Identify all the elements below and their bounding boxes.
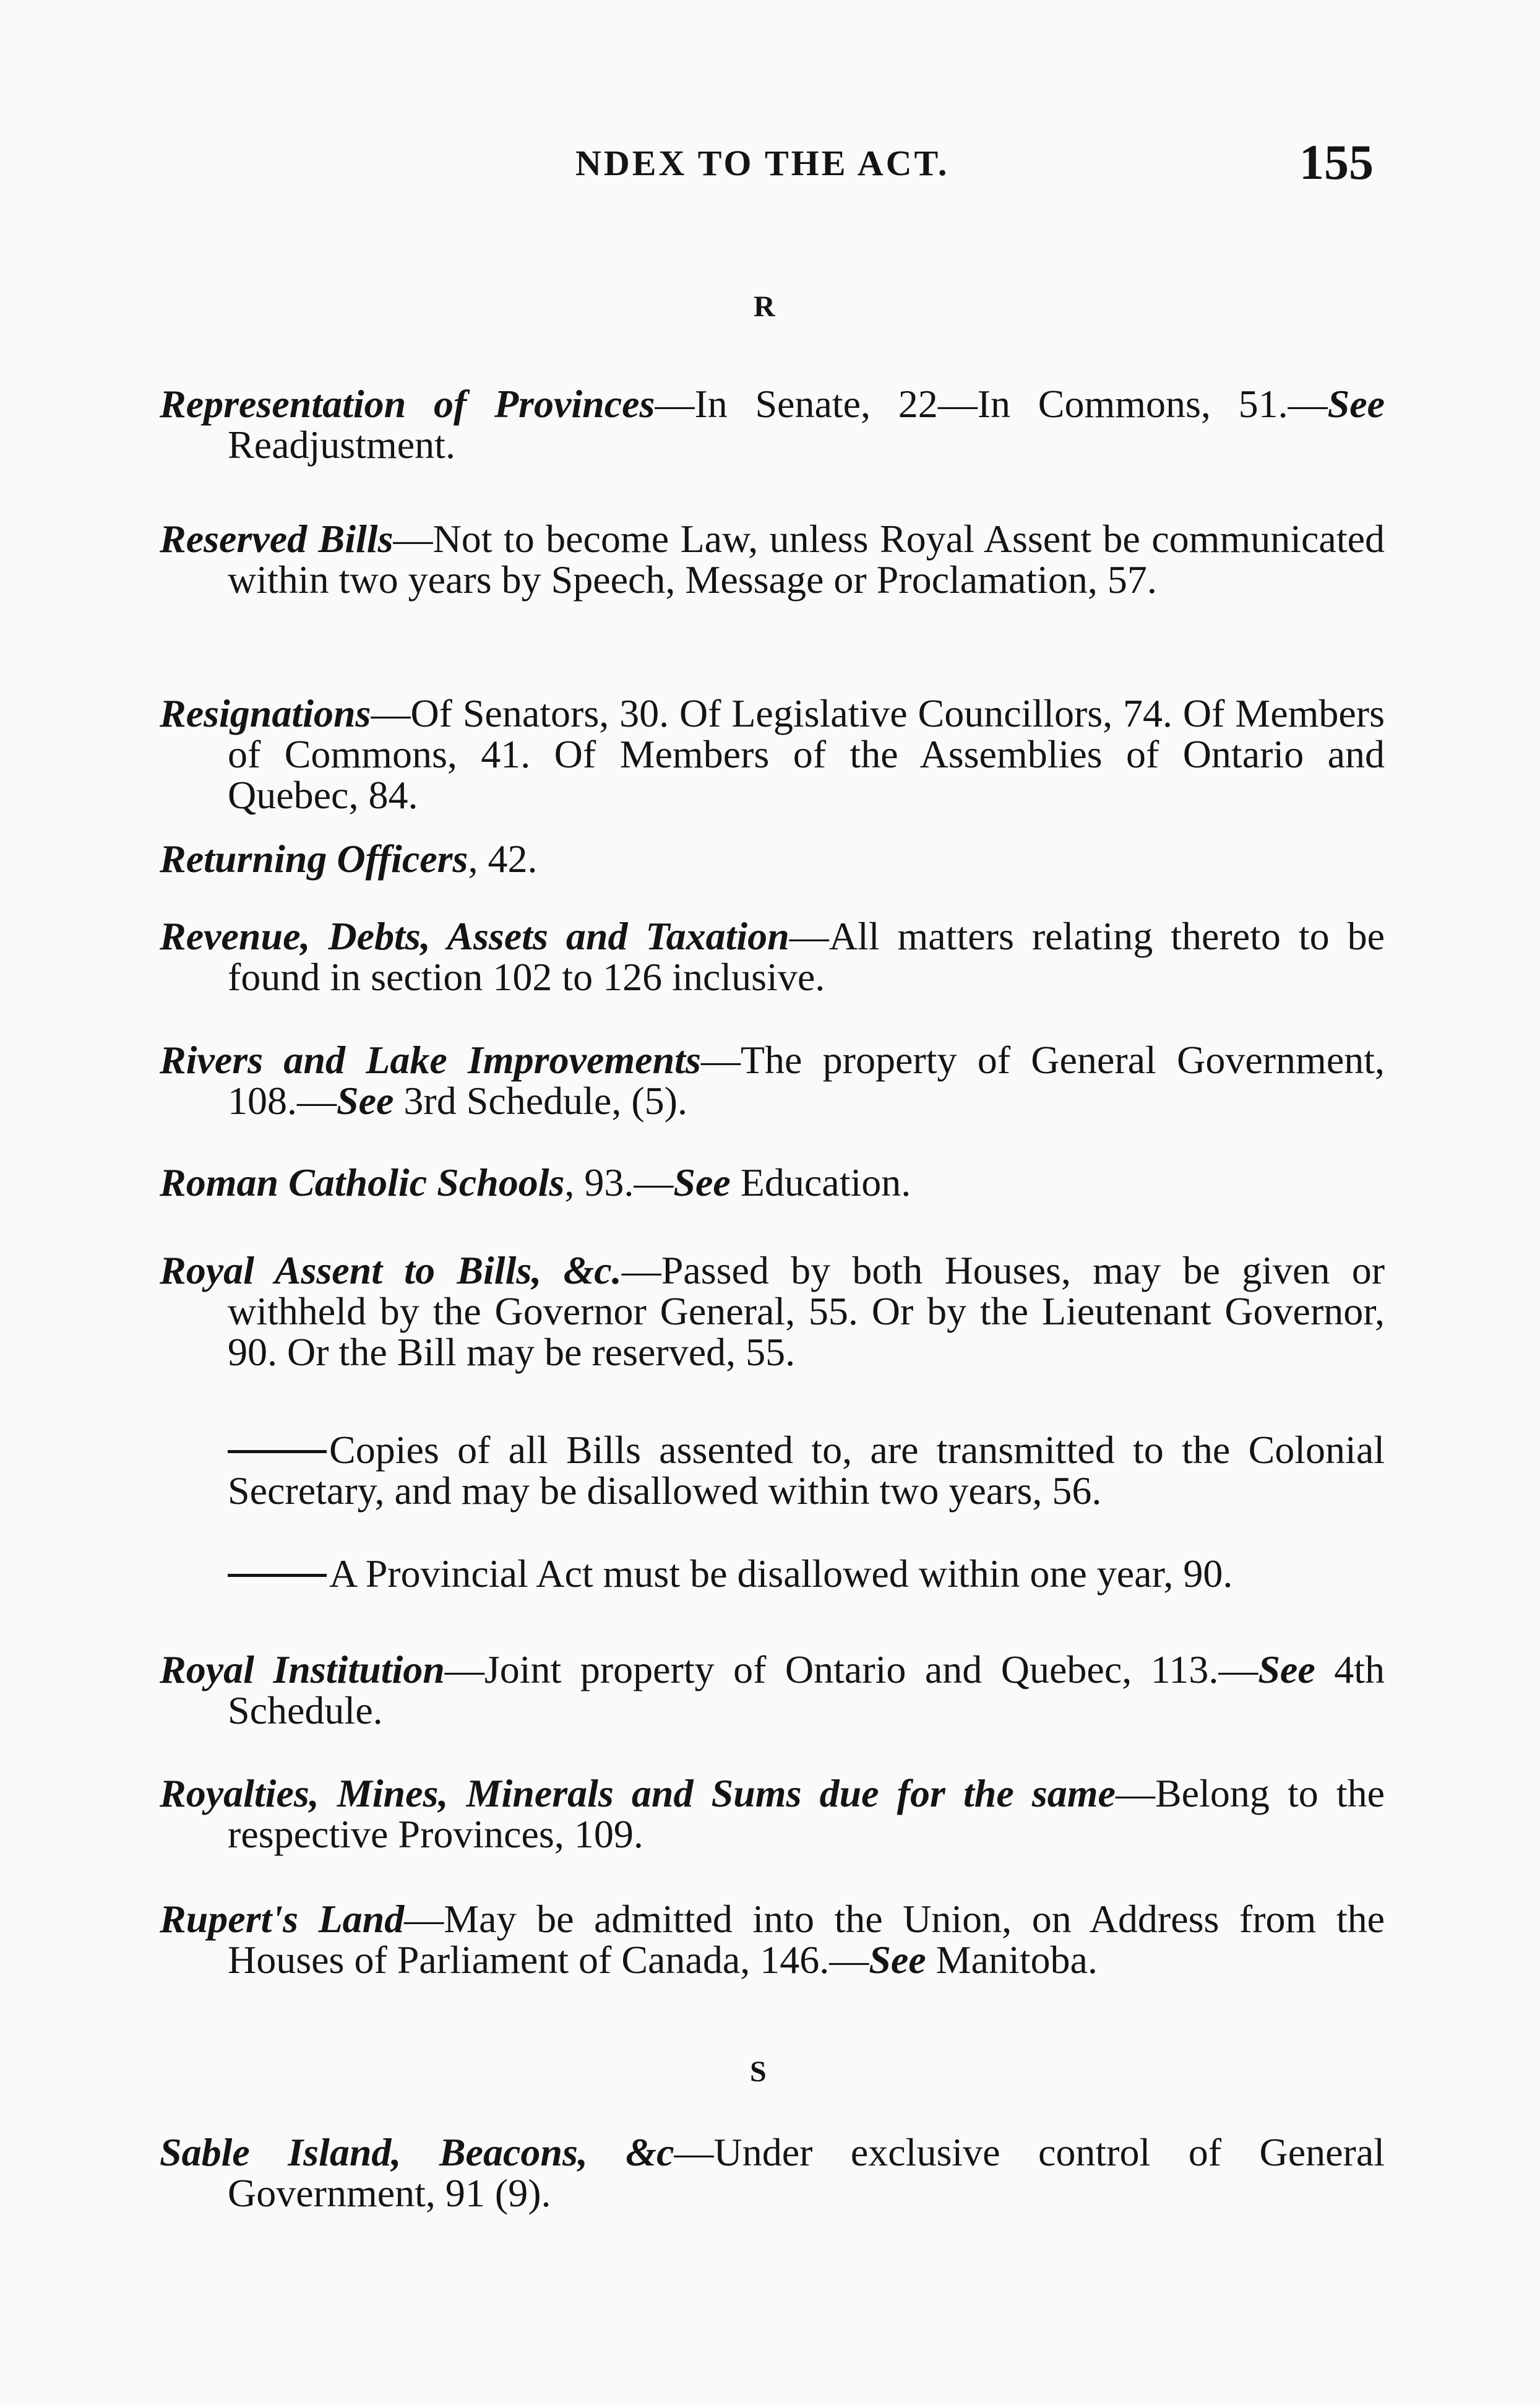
ditto-rule bbox=[228, 1574, 327, 1577]
index-entry: Reserved Bills—Not to become Law, unless Royal Assent be communicated within two years by Speech, Message or Proclamation, 57. bbox=[160, 517, 1385, 602]
index-entry: Returning Officers, 42. bbox=[160, 837, 538, 881]
page-number: 155 bbox=[1299, 136, 1374, 190]
index-entry: Rivers and Lake Improvements—The property of General Government, 108.—See 3rd Schedule, (5). bbox=[160, 1038, 1385, 1123]
index-entry: Resignations—Of Senators, 30. Of Legislative Councillors, 74. Of Members of Commons, 41. Of Members of the Assemblies of Ontario and Quebec, 84. bbox=[160, 691, 1385, 817]
index-subentry: Copies of all Bills assented to, are transmitted to the Colonial Secretary, and may be disallowed within two years, 56. bbox=[228, 1428, 1385, 1513]
index-entry: Royalties, Mines, Minerals and Sums due for the same—Belong to the respective Provinces, 109. bbox=[160, 1771, 1385, 1856]
index-subentry: A Provincial Act must be disallowed within one year, 90. bbox=[160, 1553, 1385, 1594]
running-title: NDEX TO THE ACT. bbox=[575, 143, 950, 183]
index-entry: Royal Institution—Joint property of Ontario and Quebec, 113.—See 4th Schedule. bbox=[160, 1647, 1385, 1732]
section-letter-s: S bbox=[750, 2055, 767, 2088]
index-entry: Rupert's Land—May be admitted into the Union, on Address from the Houses of Parliament of Canada, 146.—See Manitoba. bbox=[160, 1897, 1385, 1982]
index-entry: Representation of Provinces—In Senate, 22—In Commons, 51.—See Readjustment. bbox=[160, 382, 1385, 467]
index-entry: Sable Island, Beacons, &c—Under exclusive control of General Government, 91 (9). bbox=[160, 2130, 1385, 2215]
section-letter-r: R bbox=[754, 290, 775, 323]
index-entry: Revenue, Debts, Assets and Taxation—All matters relating thereto to be found in section 102 to 126 inclusive. bbox=[160, 914, 1385, 999]
ditto-rule bbox=[228, 1450, 327, 1453]
index-entry: Roman Catholic Schools, 93.—See Education. bbox=[160, 1160, 911, 1204]
index-entry: Royal Assent to Bills, &c.—Passed by both Houses, may be given or withheld by the Governor General, 55. Or by the Lieutenant Governor, 90. Or the Bill may be reserved, 55. bbox=[160, 1248, 1385, 1374]
